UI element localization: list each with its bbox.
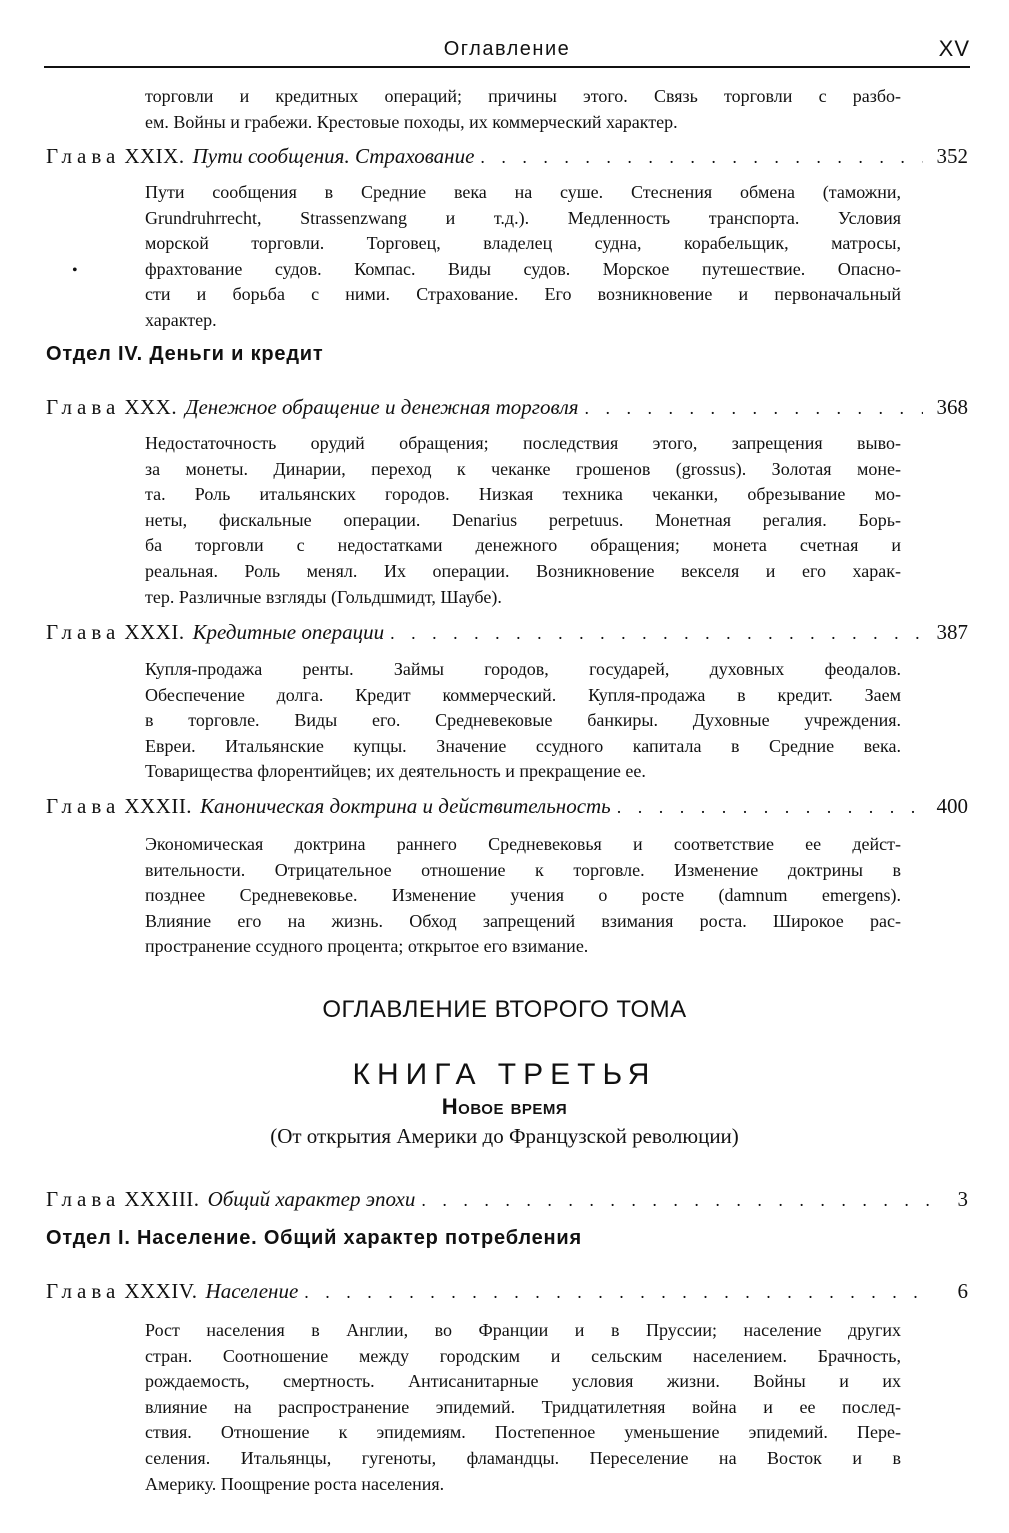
desc-line: Экономическая доктрина раннего Средневековья и соответствие ее дейст- (145, 834, 901, 854)
desc-line: стран. Соотношение между городским и сельским населением. Брачность, (145, 1345, 901, 1366)
chapter-number: XXXII. (124, 794, 193, 818)
chapter-title: Пути сообщения. Страхование (192, 144, 475, 168)
desc-line: Евреи. Итальянские купцы. Значение ссудного капитала в Средние века. (145, 735, 901, 756)
chapter-description (145, 832, 901, 960)
desc-line: фрахтование судов. Компас. Виды судов. Морское путешествие. Опасно- (145, 258, 901, 279)
toc-entry-chapter-33[interactable] (46, 1187, 968, 1215)
desc-line: вительности. Отрицательное отношение к торговле. Изменение доктрины в (145, 859, 901, 880)
toc-entry-chapter-32[interactable] (46, 794, 968, 822)
desc-line: реальная. Роль менял. Их операции. Возникновение векселя и его харак- (145, 560, 901, 581)
chapter-word: Глава (46, 1187, 121, 1211)
desc-line: влияние на распространение эпидемий. Тридцатилетняя война и ее послед- (145, 1396, 901, 1417)
desc-line: Grundruhrrecht, Strassenzwang и т.д.). Медленность транспорта. Условия (145, 207, 901, 228)
leader-dots (390, 623, 922, 644)
toc-entry-chapter-30[interactable] (46, 395, 968, 423)
chapter-number: XXX. (124, 395, 178, 419)
leader-dots (585, 398, 923, 419)
chapter-description-continued (145, 84, 901, 135)
desc-line: тер. Различные взгляды (Гольдшмидт, Шаубе). (145, 586, 502, 607)
volume-two-title: ОГЛАВЛЕНИЕ ВТОРОГО ТОМА (322, 996, 687, 1023)
toc-entry-chapter-31[interactable] (46, 620, 968, 648)
chapter-word: Глава (46, 1279, 121, 1303)
leader-dots (480, 147, 922, 168)
chapter-description (145, 1318, 901, 1497)
chapter-page: 368 (936, 395, 968, 419)
desc-line: Недостаточность орудий обращения; последствия этого, запрещения выво- (145, 433, 901, 453)
chapter-number: XXXI. (124, 620, 185, 644)
desc-line: характер. (145, 309, 217, 330)
desc-line: селения. Итальянцы, гугеноты, фламандцы. Переселение на Восток и в (145, 1447, 901, 1468)
chapter-number: XXIX. (124, 144, 185, 168)
chapter-word: Глава (46, 794, 121, 818)
chapter-title: Каноническая доктрина и действительность (200, 794, 611, 818)
chapter-page: 387 (936, 620, 968, 644)
chapter-description (145, 657, 901, 785)
chapter-word: Глава (46, 620, 121, 644)
leader-dots (617, 797, 923, 818)
desc-line: Пути сообщения в Средние века на суше. Стеснения обмена (таможни, (145, 182, 901, 202)
desc-line: Товарищества флорентийцев; их деятельность и прекращение ее. (145, 761, 646, 782)
chapter-page: 3 (957, 1187, 968, 1211)
chapter-number: XXXIII. (124, 1187, 200, 1211)
desc-line: пространение ссудного процента; открытое его взимание. (145, 936, 589, 957)
toc-entry-chapter-34[interactable] (46, 1279, 968, 1307)
leader-dots (304, 1282, 930, 1303)
chapter-description (145, 180, 901, 334)
chapter-page: 400 (936, 794, 968, 818)
era-subtitle: (От открытия Америки до Французской революции) (270, 1124, 739, 1148)
chapter-title: Кредитные операции (192, 620, 385, 644)
chapter-description (145, 431, 901, 610)
chapter-word: Глава (46, 395, 121, 419)
desc-line: Влияние его на жизнь. Обход запрещений взимания роста. Широкое рас- (145, 910, 901, 931)
desc-line: позднее Средневековье. Изменение учения о росте (damnum emergens). (145, 885, 901, 906)
chapter-title: Общий характер эпохи (207, 1187, 416, 1211)
desc-line: торговли и кредитных операций; причины этого. Связь торговли с разбо- (145, 86, 901, 106)
chapter-page: 352 (936, 144, 968, 168)
section-heading-1: Отдел I. Население. Общий характер потребления (46, 1227, 582, 1249)
chapter-title: Денежное обращение и денежная торговля (185, 395, 579, 419)
page-number: XV (938, 36, 970, 61)
desc-line: ем. Войны и грабежи. Крестовые походы, их коммерческий характер. (145, 111, 678, 132)
desc-line: в торговле. Виды его. Средневековые банкиры. Духовные учреждения. (145, 710, 901, 731)
chapter-title: Население (205, 1279, 299, 1303)
era-title: Новое время (441, 1094, 568, 1119)
toc-entry-chapter-29[interactable] (46, 144, 968, 172)
margin-mark: • (72, 262, 78, 279)
leader-dots (421, 1190, 930, 1211)
desc-line: неты, фискальные операции. Denarius perpetuus. Монетная регалия. Борь- (145, 509, 901, 530)
desc-line: Рост населения в Англии, во Франции и в Пруссии; население других (145, 1320, 901, 1340)
chapter-word: Глава (46, 144, 121, 168)
desc-line: ба торговли с недостатками денежного обращения; монета счетная и (145, 535, 901, 556)
chapter-number: XXXIV. (124, 1279, 198, 1303)
desc-line: рождаемость, смертность. Антисанитарные условия жизни. Войны и их (145, 1371, 901, 1392)
desc-line: та. Роль итальянских городов. Низкая техника чеканки, обрезывание мо- (145, 484, 901, 505)
book-title: КНИГА ТРЕТЬЯ (352, 1058, 657, 1091)
desc-line: за монеты. Динарии, переход к чеканке грошенов (grossus). Золотая моне- (145, 458, 901, 479)
header-title: Оглавление (443, 38, 571, 60)
desc-line: морской торговли. Торговец, владелец судна, корабельщик, матросы, (145, 233, 901, 254)
desc-line: ствия. Отношение к эпидемиям. Постепенное уменьшение эпидемий. Пере- (145, 1422, 901, 1443)
chapter-page: 6 (957, 1279, 968, 1303)
desc-line: Америку. Поощрение роста населения. (145, 1473, 445, 1494)
desc-line: Обеспечение долга. Кредит коммерческий. Купля-продажа в кредит. Заем (145, 684, 901, 705)
desc-line: Купля-продажа ренты. Займы городов, государей, духовных феодалов. (145, 659, 901, 679)
running-header (44, 34, 970, 68)
desc-line: сти и борьба с ними. Страхование. Его возникновение и первоначальный (145, 284, 901, 305)
section-heading-4: Отдел IV. Деньги и кредит (46, 343, 324, 365)
